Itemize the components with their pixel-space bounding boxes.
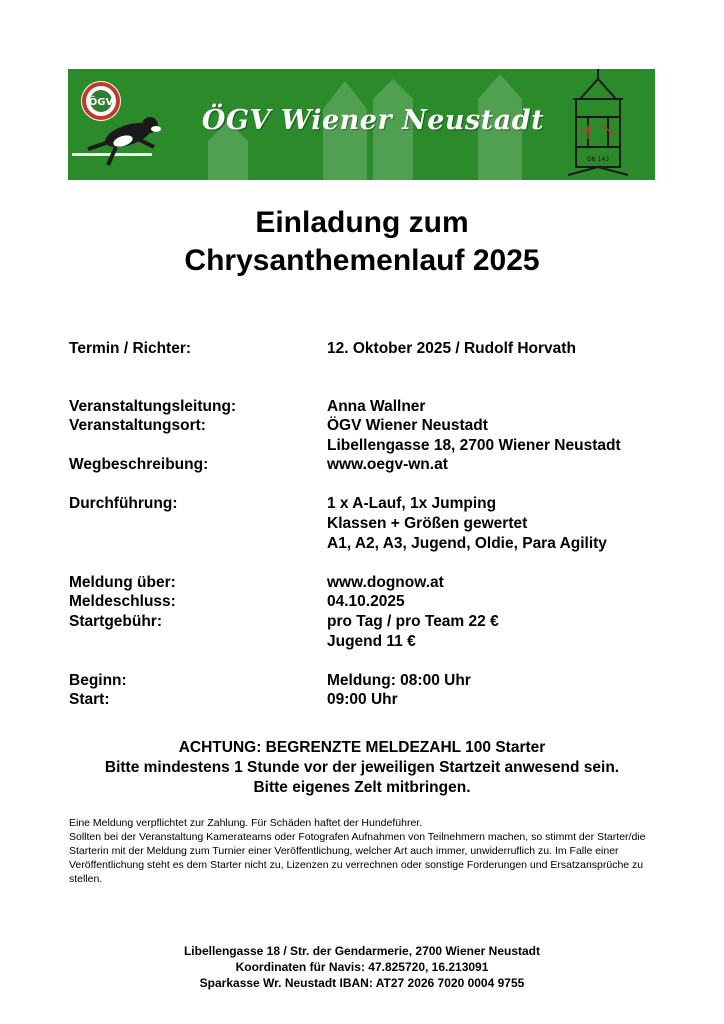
label-meldeschluss: Meldeschluss: xyxy=(69,593,176,610)
value-veranstaltungsleitung: Anna Wallner xyxy=(327,398,426,415)
notice-line3: Bitte eigenes Zelt mitbringen. xyxy=(253,779,471,796)
value-meldung-ueber: www.dognow.at xyxy=(327,574,444,591)
notice-line2: Bitte mindestens 1 Stunde vor der jeweiligen Startzeit anwesend sein. xyxy=(104,759,620,776)
value-termin: 12. Oktober 2025 / Rudolf Horvath xyxy=(327,340,576,357)
value-durchfuehrung-1: 1 x A-Lauf, 1x Jumping xyxy=(327,495,497,512)
value-durchfuehrung-3: A1, A2, A3, Jugend, Oldie, Para Agility xyxy=(327,535,607,552)
label-durchfuehrung: Durchführung: xyxy=(69,495,178,512)
label-termin: Termin / Richter: xyxy=(69,340,192,357)
footer-address: Libellengasse 18 / Str. der Gendarmerie, 2700 Wiener Neustadt xyxy=(183,944,541,958)
value-startgebuehr-2: Jugend 11 € xyxy=(327,633,416,650)
label-veranstaltungsleitung: Veranstaltungsleitung: xyxy=(69,398,237,415)
label-wegbeschreibung: Wegbeschreibung: xyxy=(69,456,209,473)
label-meldung-ueber: Meldung über: xyxy=(69,574,176,591)
value-durchfuehrung-2: Klassen + Größen gewertet xyxy=(327,515,528,532)
header-banner xyxy=(68,69,655,180)
notice-line1: ACHTUNG: BEGRENZTE MELDEZAHL 100 Starter xyxy=(178,739,546,756)
svg-text:ÖGV: ÖGV xyxy=(88,97,114,108)
page-title-line2: Chrysanthemenlauf 2025 xyxy=(184,244,540,277)
svg-text:OB 143: OB 143 xyxy=(586,156,610,163)
label-start: Start: xyxy=(69,691,110,708)
value-veranstaltungsort: ÖGV Wiener Neustadt xyxy=(327,417,488,434)
label-veranstaltungsort: Veranstaltungsort: xyxy=(69,417,206,434)
value-start: 09:00 Uhr xyxy=(327,691,398,708)
disclaimer-line1: Eine Meldung verpflichtet zur Zahlung. Für Schäden haftet der Hundeführer. xyxy=(69,817,423,829)
footer-coordinates: Koordinaten für Navis: 47.825720, 16.213091 xyxy=(235,960,489,974)
disclaimer-line2: Sollten bei der Veranstaltung Kamerateams oder Fotografen Aufnahmen von Teilnehmern machen, so stimmt der Starter/die Starterin mit der Meldung zum Turnier einer Veröffentlichung, welcher Art auch immer, unwiderruflich zu. Im Falle einer Veröffentlichung steht es dem Starter nicht zu, Lizenzen zu verrechnen oder sonstige Forderungen und Ersatzansprüche zu stellen. xyxy=(69,831,646,885)
value-adresse: Libellengasse 18, 2700 Wiener Neustadt xyxy=(327,437,621,454)
page-title-line1: Einladung zum xyxy=(255,206,469,239)
label-beginn: Beginn: xyxy=(69,672,127,689)
banner-title: ÖGV Wiener Neustadt xyxy=(201,105,545,136)
club-logo-icon xyxy=(81,81,121,121)
footer-bank: Sparkasse Wr. Neustadt IBAN: AT27 2026 7020 0004 9755 xyxy=(199,976,525,990)
jumping-dog-icon xyxy=(72,117,161,165)
value-meldeschluss: 04.10.2025 xyxy=(327,593,405,610)
tower-logo-icon xyxy=(568,69,628,175)
value-wegbeschreibung: www.oegv-wn.at xyxy=(327,456,448,473)
label-startgebuehr: Startgebühr: xyxy=(69,613,162,630)
value-beginn: Meldung: 08:00 Uhr xyxy=(327,672,471,689)
value-startgebuehr-1: pro Tag / pro Team 22 € xyxy=(327,613,499,630)
